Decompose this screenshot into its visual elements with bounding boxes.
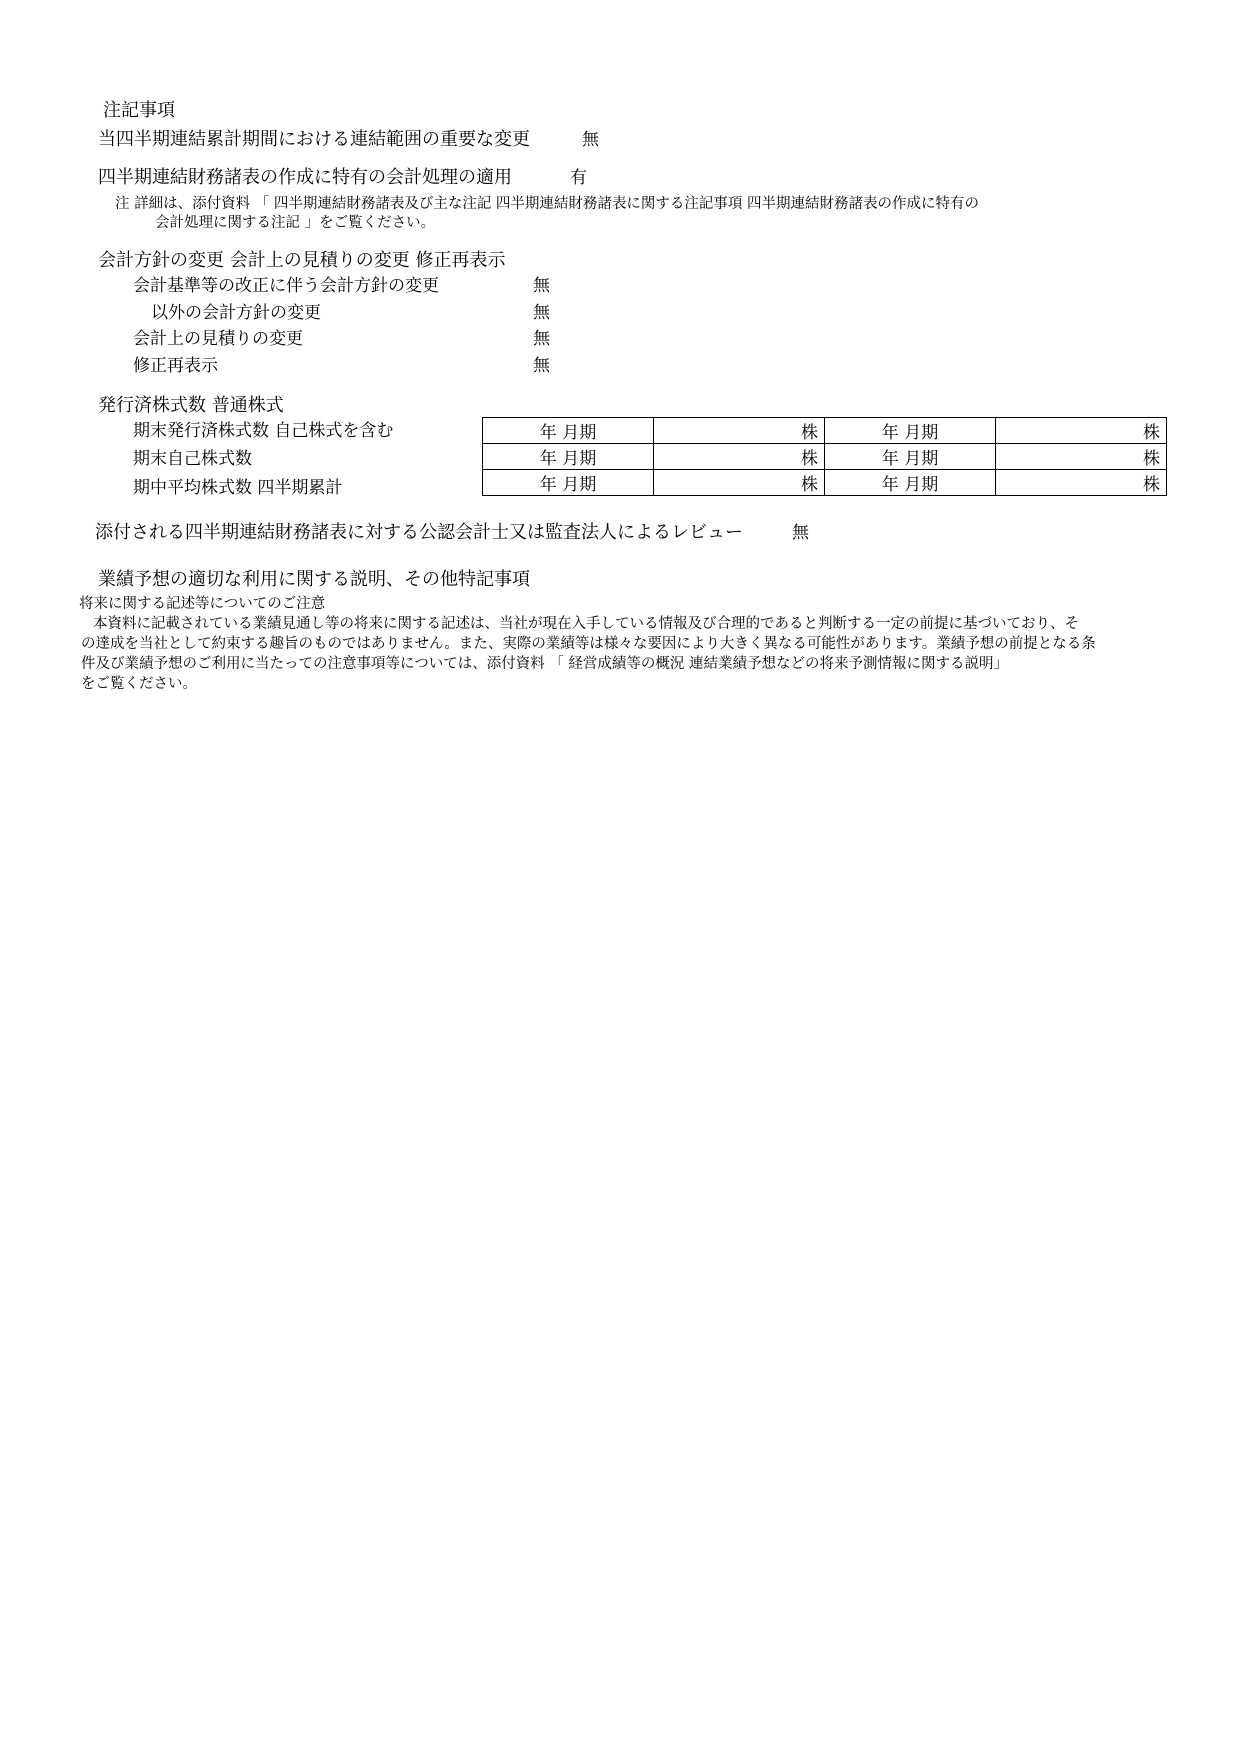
period-cell: 年 月期 — [483, 470, 654, 496]
forecast-text-line: の達成を当社として約束する趣旨のものではありません。また、実際の業績等は様々な要因により大きく異なる可能性があります。業績予想の前提となる条 — [81, 636, 1096, 652]
special-accounting-note-line1: 注 詳細は、添付資料 「 四半期連結財務諸表及び主な注記 四半期連結財務諸表に関する注記事項 四半期連結財務諸表の作成に特有の — [115, 196, 980, 212]
policy-item-value: 無 — [533, 276, 550, 296]
period-cell: 年 月期 — [825, 444, 996, 470]
period-cell: 年 月期 — [825, 418, 996, 444]
shares-row-label: 期末発行済株式数 自己株式を含む — [133, 421, 394, 441]
shares-heading: 発行済株式数 普通株式 — [98, 395, 284, 416]
policy-item-label: 会計上の見積りの変更 — [133, 329, 303, 349]
forecast-text-line: 本資料に記載されている業績見通し等の将来に関する記述は、当社が現在入手している情報及び合理的であると判断する一定の前提に基づいており、そ — [93, 616, 1079, 632]
policy-item-label: 会計基準等の改正に伴う会計方針の変更 — [133, 276, 439, 296]
review-label: 添付される四半期連結財務諸表に対する公認会計士又は監査法人によるレビュー — [95, 522, 743, 543]
notes-heading: 注記事項 — [103, 100, 175, 121]
policy-item-value: 無 — [533, 329, 550, 349]
shares-unit-cell: 株 — [996, 470, 1167, 496]
table-row — [483, 444, 1167, 470]
forecast-text-line: をご覧ください。 — [81, 676, 197, 692]
special-accounting-note-line2: 会計処理に関する注記 」をご覧ください。 — [155, 215, 436, 231]
special-accounting-value: 有 — [570, 168, 587, 188]
shares-row-label: 期末自己株式数 — [133, 449, 252, 469]
policy-item-label: 修正再表示 — [133, 356, 218, 376]
table-row — [483, 418, 1167, 444]
review-value: 無 — [792, 523, 809, 543]
forecast-heading: 業績予想の適切な利用に関する説明、その他特記事項 — [98, 569, 530, 590]
forecast-subheading: 将来に関する記述等についてのご注意 — [79, 596, 326, 612]
shares-table — [482, 417, 1167, 496]
forecast-text-line: 件及び業績予想のご利用に当たっての注意事項等については、添付資料 「 経営成績等の概況 連結業績予想などの将来予測情報に関する説明」 — [81, 656, 1009, 672]
shares-unit-cell: 株 — [654, 444, 825, 470]
shares-unit-cell: 株 — [996, 444, 1167, 470]
shares-unit-cell: 株 — [654, 418, 825, 444]
period-cell: 年 月期 — [483, 418, 654, 444]
consolidation-change-value: 無 — [582, 130, 599, 150]
shares-unit-cell: 株 — [654, 470, 825, 496]
policy-item-value: 無 — [533, 303, 550, 323]
policy-item-value: 無 — [533, 356, 550, 376]
accounting-policy-heading: 会計方針の変更 会計上の見積りの変更 修正再表示 — [98, 250, 506, 271]
shares-row-label: 期中平均株式数 四半期累計 — [133, 478, 343, 498]
period-cell: 年 月期 — [483, 444, 654, 470]
policy-item-label: 以外の会計方針の変更 — [151, 303, 321, 323]
special-accounting-label: 四半期連結財務諸表の作成に特有の会計処理の適用 — [98, 167, 512, 188]
consolidation-change-label: 当四半期連結累計期間における連結範囲の重要な変更 — [98, 129, 530, 150]
table-row — [483, 470, 1167, 496]
shares-unit-cell: 株 — [996, 418, 1167, 444]
period-cell: 年 月期 — [825, 470, 996, 496]
